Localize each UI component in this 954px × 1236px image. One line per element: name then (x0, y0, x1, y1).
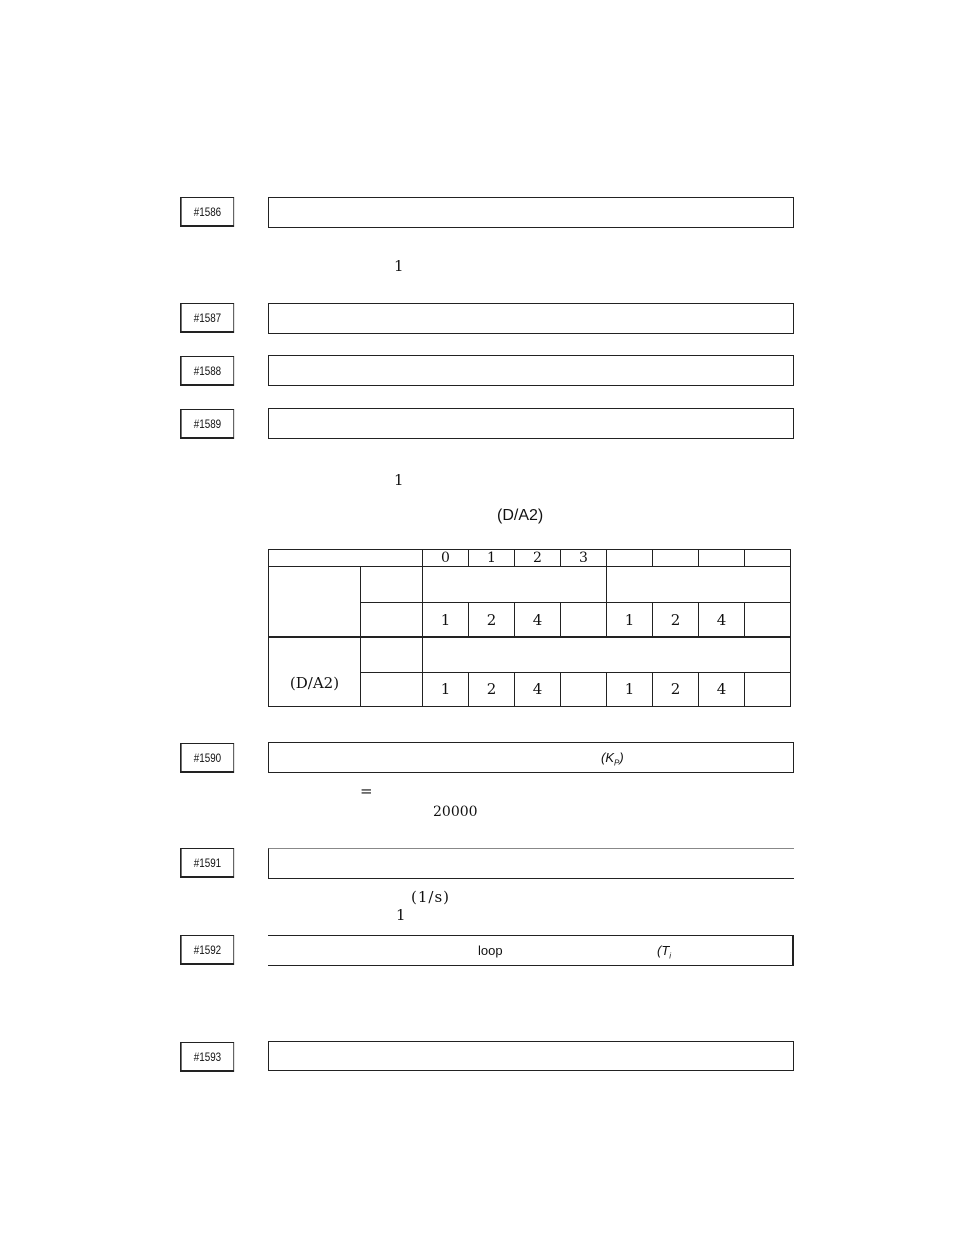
span-cell (423, 567, 607, 603)
sub-label (361, 603, 423, 637)
param-bar-1590 (268, 742, 794, 773)
bit-header: 1 (469, 550, 515, 567)
param-bar-1588 (268, 355, 794, 386)
param-bar-1593 (268, 1041, 794, 1071)
weight-cell: 1 (607, 603, 653, 637)
param-tag-1589: #1589 (180, 409, 234, 439)
bit-header (699, 550, 745, 567)
param-tag-1593: #1593 (180, 1042, 234, 1072)
loop-label: loop (478, 943, 503, 958)
param-tag-1587: #1587 (180, 303, 234, 333)
da2-heading: (D/A2) (497, 507, 544, 524)
kp-symbol: $(K_P)$ (601, 750, 624, 768)
bit-header: 3 (561, 550, 607, 567)
param-bar-1587 (268, 303, 794, 334)
weight-cell: 1 (423, 672, 469, 706)
weight-cell: 4 (515, 672, 561, 706)
span-cell (607, 567, 791, 603)
sub-label (361, 637, 423, 672)
param-tag-1586: #1586 (180, 197, 234, 227)
weight-cell: 4 (515, 603, 561, 637)
value-20000: 20000 (433, 804, 478, 820)
bit-weight-table (268, 549, 791, 707)
param-tag-1590: #1590 (180, 743, 234, 773)
note-value: 1 (394, 257, 404, 275)
bit-header: 0 (423, 550, 469, 567)
bit-header (745, 550, 791, 567)
weight-cell: 4 (699, 603, 745, 637)
weight-cell (561, 603, 607, 637)
weight-cell: 4 (699, 672, 745, 706)
weight-cell: 2 (653, 672, 699, 706)
weight-cell: 1 (423, 603, 469, 637)
equals-sign: = (360, 782, 373, 800)
bit-header (653, 550, 699, 567)
param-tag-1591: #1591 (180, 848, 234, 878)
param-bar-1592 (268, 935, 794, 966)
sub-label (361, 672, 423, 706)
bit-header (607, 550, 653, 567)
param-tag-1592: #1592 (180, 935, 234, 965)
weight-cell: 2 (653, 603, 699, 637)
table-header-blank (269, 550, 423, 567)
sub-label (361, 567, 423, 603)
unit-label: (1/s) (411, 888, 450, 906)
weight-cell: 1 (607, 672, 653, 706)
param-bar-1589 (268, 408, 794, 439)
param-bar-1586 (268, 197, 794, 228)
note-value: 1 (394, 471, 404, 489)
param-tag-1588: #1588 (180, 356, 234, 386)
weight-cell (745, 672, 791, 706)
group-label-a (269, 567, 361, 637)
weight-cell: 2 (469, 603, 515, 637)
note-value: 1 (396, 906, 406, 924)
weight-cell (745, 603, 791, 637)
weight-cell (561, 672, 607, 706)
bit-header: 2 (515, 550, 561, 567)
weight-cell: 2 (469, 672, 515, 706)
da2-label: (D/A2) (289, 674, 340, 692)
param-bar-1591 (268, 848, 794, 879)
ti-symbol: ($T_i$ (657, 943, 672, 961)
group-label-da2 (269, 637, 361, 706)
span-cell (423, 637, 791, 672)
